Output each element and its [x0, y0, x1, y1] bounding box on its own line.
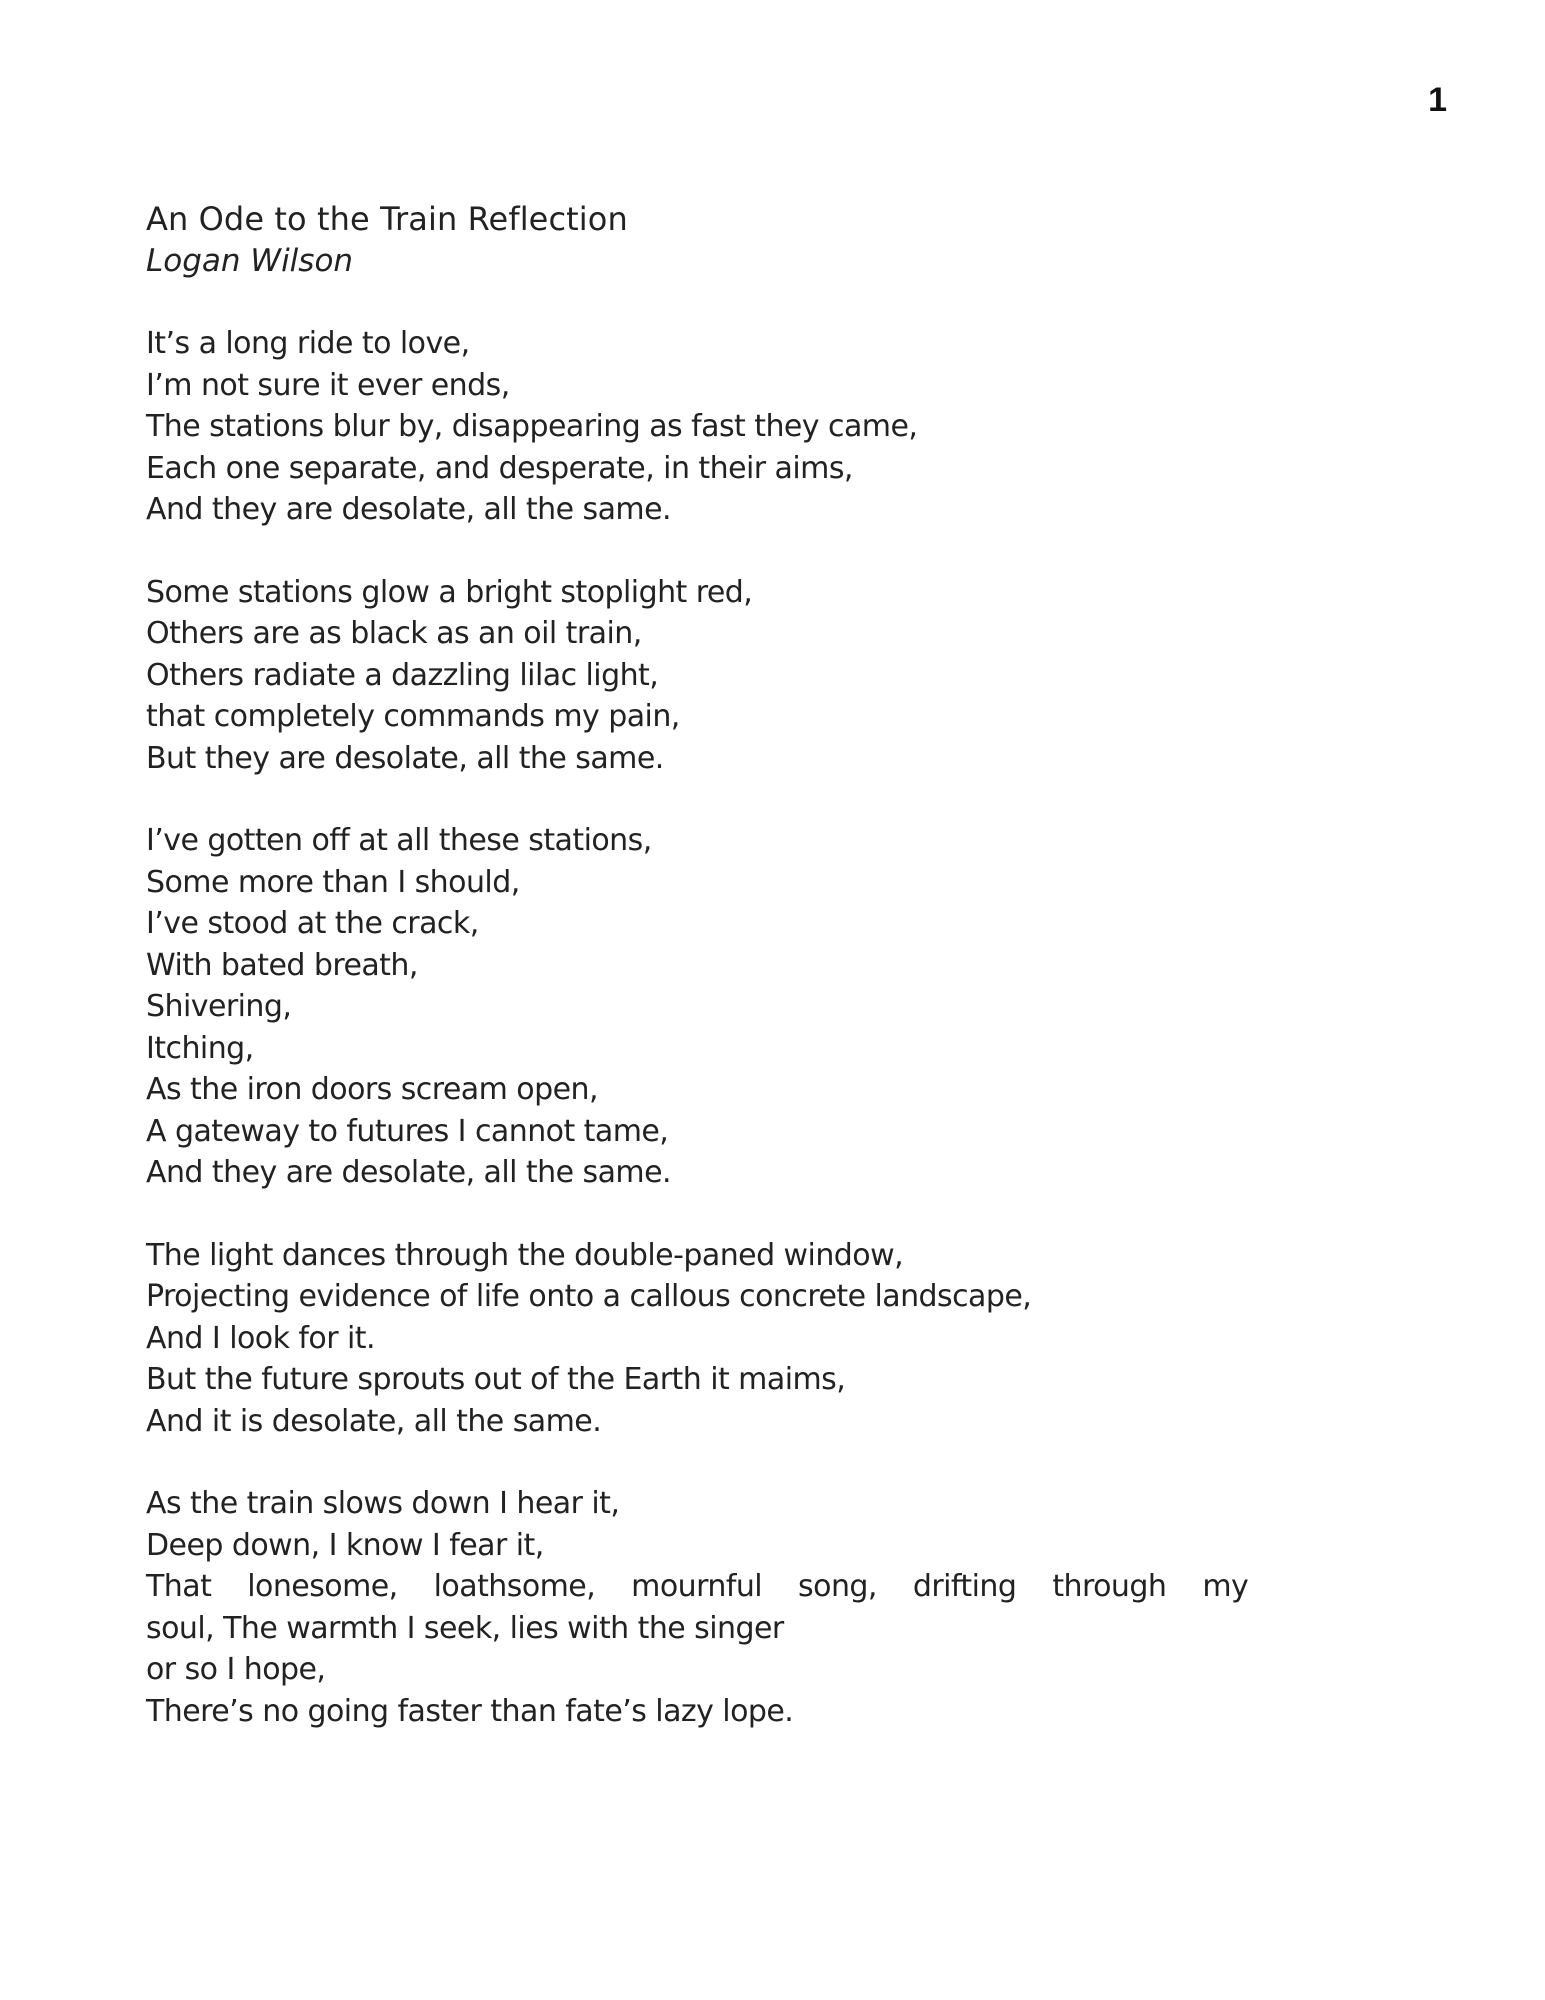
poem-line: And I look for it. [146, 1320, 375, 1356]
poem-line: Projecting evidence of life onto a callous concrete landscape, [146, 1279, 1032, 1314]
poem-line: Each one separate, and desperate, in their aims, [146, 450, 853, 486]
stanza-3 [146, 820, 1466, 1194]
poem-line: Some stations glow a bright stoplight red, [146, 574, 753, 610]
poem-line: that completely commands my pain, [146, 699, 680, 734]
poem-line: I’ve stood at the crack, [146, 906, 479, 941]
poem-line: I’m not sure it ever ends, [146, 367, 510, 403]
poem-author: Logan Wilson [146, 243, 354, 279]
poem-line: Others are as black as an oil train, [146, 616, 642, 651]
poem-line: There’s no going faster than fate’s lazy lope. [146, 1693, 794, 1729]
poem-line: And it is desolate, all the same. [146, 1403, 602, 1439]
poem-line: or so I hope, [146, 1652, 326, 1687]
stanza-4 [146, 1235, 1466, 1443]
poem-line: And they are desolate, all the same. [146, 1155, 671, 1190]
poem-line: Itching, [146, 1030, 254, 1066]
poem-line: But the future sprouts out of the Earth it maims, [146, 1362, 846, 1397]
poem [146, 198, 1466, 1732]
poem-line: Shivering, [146, 989, 292, 1024]
poem-line: soul, The warmth I seek, lies with the singer [146, 1610, 784, 1646]
poem-line: With bated breath, [146, 947, 418, 983]
poem-line: Others radiate a dazzling lilac light, [146, 657, 659, 693]
stanza-1 [146, 323, 1466, 531]
poem-line: But they are desolate, all the same. [146, 740, 664, 776]
poem-line: That lonesome, loathsome, mournful song, drifting through my [146, 1569, 1249, 1604]
poem-line: And they are desolate, all the same. [146, 492, 671, 527]
page-number: 1 [1428, 81, 1447, 119]
poem-line: The light dances through the double-paned window, [146, 1237, 904, 1273]
poem-line: As the train slows down I hear it, [146, 1486, 620, 1521]
stanza-5 [146, 1483, 1466, 1732]
poem-line: Deep down, I know I fear it, [146, 1527, 544, 1563]
stanza-2 [146, 572, 1466, 780]
poem-line: It’s a long ride to love, [146, 326, 470, 361]
poem-line: As the iron doors scream open, [146, 1072, 598, 1107]
poem-line: The stations blur by, disappearing as fast they came, [146, 409, 918, 444]
poem-line: A gateway to futures I cannot tame, [146, 1113, 669, 1149]
poem-line: Some more than I should, [146, 864, 520, 900]
poem-title: An Ode to the Train Reflection [146, 200, 628, 238]
poem-line: I’ve gotten off at all these stations, [146, 823, 652, 858]
